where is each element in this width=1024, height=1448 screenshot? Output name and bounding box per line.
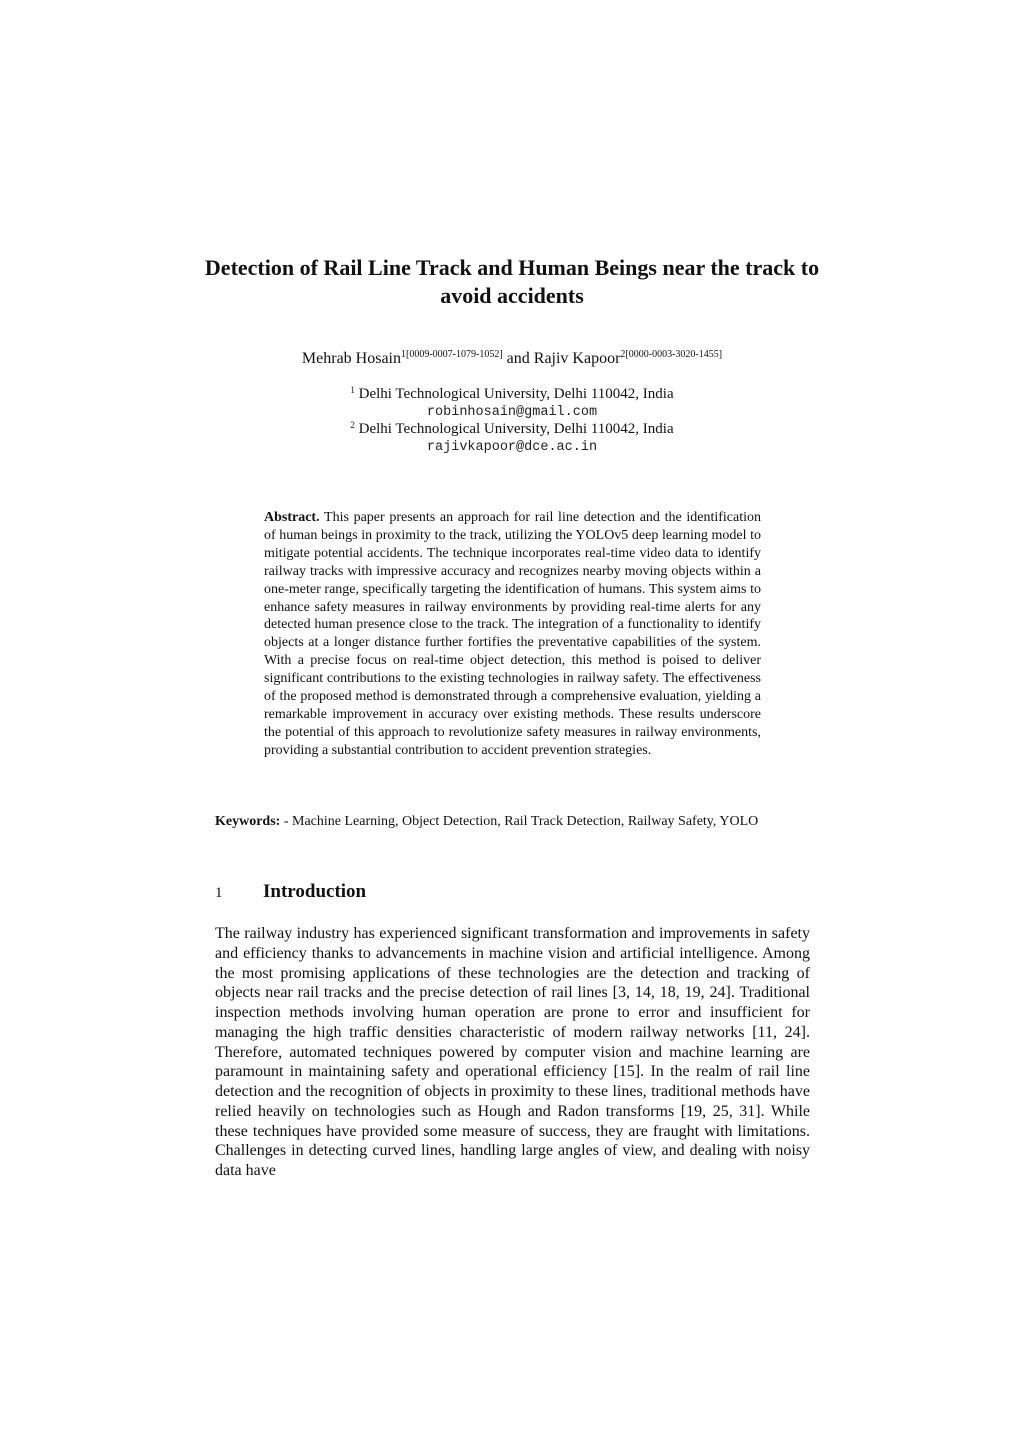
author-1-name: Mehrab Hosain: [301, 350, 401, 367]
keywords-label: Keywords:: [215, 814, 281, 829]
keywords: [215, 813, 783, 831]
affiliation-2: [180, 421, 844, 439]
keywords-text: - Machine Learning, Object Detection, Rail Track Detection, Railway Safety, YOLO: [283, 814, 759, 829]
section-title: Introduction: [263, 881, 367, 902]
affiliations: [180, 386, 844, 456]
introduction-paragraph: The railway industry has experienced significant transformation and improvements in safety and efficiency thanks to advancements in machine vision and artificial intelligence. Among the most promising applications of these technologies are the detection and tracking of objects near rail tracks and the precise detection of rail lines [3, 14, 18, 19, 24]. Traditional inspection methods involving human operation are prone to error and insufficient for managing the high traffic densities characteristic of modern railway networks [11, 24]. Therefore, automated techniques powered by computer vision and machine learning are paramount in maintaining safety and operational efficiency [15]. In the realm of rail line detection and the recognition of objects in proximity to these lines, traditional methods have relied heavily on technologies such as Hough and Radon transforms [19, 25, 31]. While these techniques have provided some measure of success, they are fraught with limitations. Challenges in detecting curved lines, handling large angles of view, and dealing with noisy data have: [215, 925, 810, 1179]
abstract-text: This paper presents an approach for rail line detection and the identification of human beings in proximity to the track, utilizing the YOLOv5 deep learning model to mitigate potential accidents. The technique incorporates real-time video data to identify railway tracks with impressive accuracy and recognizes nearby moving objects within a one-meter range, specifically targeting the identification of humans. This system aims to enhance safety measures in railway environments by providing real-time alerts for any detected human presence close to the track. The integration of a functionality to identify objects at a longer distance further fortifies the preventative capabilities of the system. With a precise focus on real-time object detection, this method is poised to deliver significant contributions to the existing technologies in railway safety. The effectiveness of the proposed method is demonstrated through a comprehensive evaluation, yielding a remarkable improvement in accuracy over existing methods. These results underscore the potential of this approach to revolutionize safety measures in railway environments, providing a substantial contribution to accident prevention strategies.: [264, 510, 761, 758]
affiliation-1-institution: Delhi Technological University, Delhi 110042, India: [358, 386, 674, 402]
author-conjunction: and: [506, 350, 530, 367]
paper-title: Detection of Rail Line Track and Human Beings near the track to avoid accidents: [204, 255, 820, 308]
affiliation-2-email: rajivkapoor@dce.ac.in: [426, 439, 598, 455]
author-2-orcid: 2[0000-0003-3020-1455]: [620, 349, 723, 360]
affiliation-1-email: robinhosain@gmail.com: [426, 404, 598, 420]
affiliation-1-marker: 1: [350, 385, 355, 395]
section-heading: [215, 880, 366, 905]
author-line: [180, 348, 844, 370]
abstract: [264, 509, 761, 760]
affiliation-2-institution: Delhi Technological University, Delhi 110042, India: [358, 421, 674, 437]
affiliation-1: [180, 386, 844, 404]
author-2-name: Rajiv Kapoor: [533, 350, 621, 367]
affiliation-2-marker: 2: [350, 420, 355, 430]
abstract-label: Abstract.: [264, 510, 320, 525]
author-1-orcid: 1[0009-0007-1079-1052]: [401, 349, 503, 360]
section-number: 1: [215, 885, 223, 901]
